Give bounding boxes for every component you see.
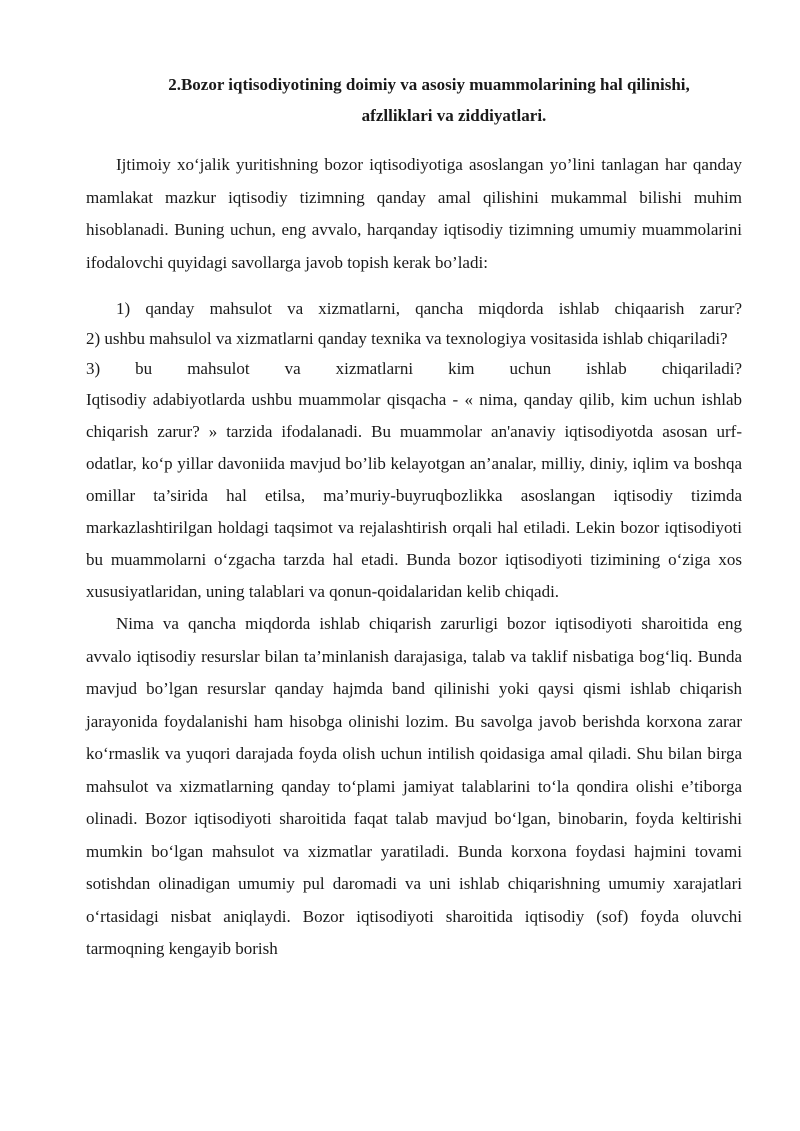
paragraph-problems: Iqtisodiy adabiyotlarda ushbu muammolar qisqacha - « nima, qanday qilib, kim uchun ishlab chiqarish zarur? » tarzida ifodalanadi. Bu muammolar an'anaviy iqtisodiyotda asosan urf-odatlar, ko‘p yillar davoniida mavjud bo’lib kelayotgan an’analar, milliy, diniy, iqlim va boshqa omillar ta’sirida hal etilsa, ma’muriy-buyruqbozlikka asoslangan iqtisodiy tizimda markazlashtirilgan holdagi taqsimot va rejalashtirish orqali hal etiladi. Lekin bozor iqtisodiyoti bu muammolarni o‘zgacha tarzda hal etadi. Bunda bozor iqtisodiyoti tizimining o‘ziga xos xususiyatlaridan, uning talablari va qonun-qoidalaridan kelib chiqadi.: [86, 390, 742, 601]
list-item-2: 2) ushbu mahsulol va xizmatlarni qanday texnika va texnologiya vositasida ishlab chiqariladi?: [86, 329, 728, 348]
section-heading-line-2: afzlliklari va ziddiyatlari.: [361, 106, 547, 125]
section-heading: [86, 69, 742, 131]
section-heading-line-1: 2.Bozor iqtisodiyotining doimiy va asosiy muammolarining hal qilinishi,: [168, 75, 690, 94]
list-item-3: 3) bu mahsulot va xizmatlarni kim uchun ishlab chiqariladi?: [86, 359, 742, 378]
paragraph-intro: Ijtimoiy xo‘jalik yuritishning bozor iqtisodiyotiga asoslangan yo’lini tanlagan har qanday mamlakat mazkur iqtisodiy tizimning qanday amal qilishini mukammal bilishi muhim hisoblanadi. Buning uchun, eng avvalo, harqanday iqtisodiy tizimning umumiy muammolarini ifodalovchi quyidagi savollarga javob topish kerak bo’ladi:: [86, 155, 742, 272]
question-list: [86, 294, 742, 384]
paragraph-production: Nima va qancha miqdorda ishlab chiqarish zarurligi bozor iqtisodiyoti sharoitida eng avvalo iqtisodiy resurslar bilan ta’minlanish darajasiga, talab va taklif nisbatiga bog‘liq. Bunda mavjud bo’lgan resurslar qanday hajmda band qilinishi yoki qaysi qismi ishlab chiqarish jarayonida foydalanishi ham hisobga olinishi lozim. Bu savolga javob berishda korxona zarar ko‘rmaslik va yuqori darajada foyda olish uchun intilish qoidasiga amal qiladi. Shu bilan birga mahsulot va xizmatlarning qanday to‘plami jamiyat talablarini to‘la qondira olishi e’tiborga olinadi. Bozor iqtisodiyoti sharoitida faqat talab mavjud bo‘lgan, binobarin, foyda keltirishi mumkin bo‘lgan mahsulot va xizmatlar yaratiladi. Bunda korxona foydasi hajmini tovami sotishdan olinadigan umumiy pul daromadi va uni ishlab chiqarishning umumiy xarajatlari o‘rtasidagi nisbat aniqlaydi. Bozor iqtisodiyoti sharoitida iqtisodiy (sof) foyda oluvchi tarmoqning kengayib borish: [86, 614, 742, 958]
document-page: [86, 69, 742, 966]
list-item-1: 1) qanday mahsulot va xizmatlarni, qancha miqdorda ishlab chiqaarish zarur?: [116, 299, 742, 318]
